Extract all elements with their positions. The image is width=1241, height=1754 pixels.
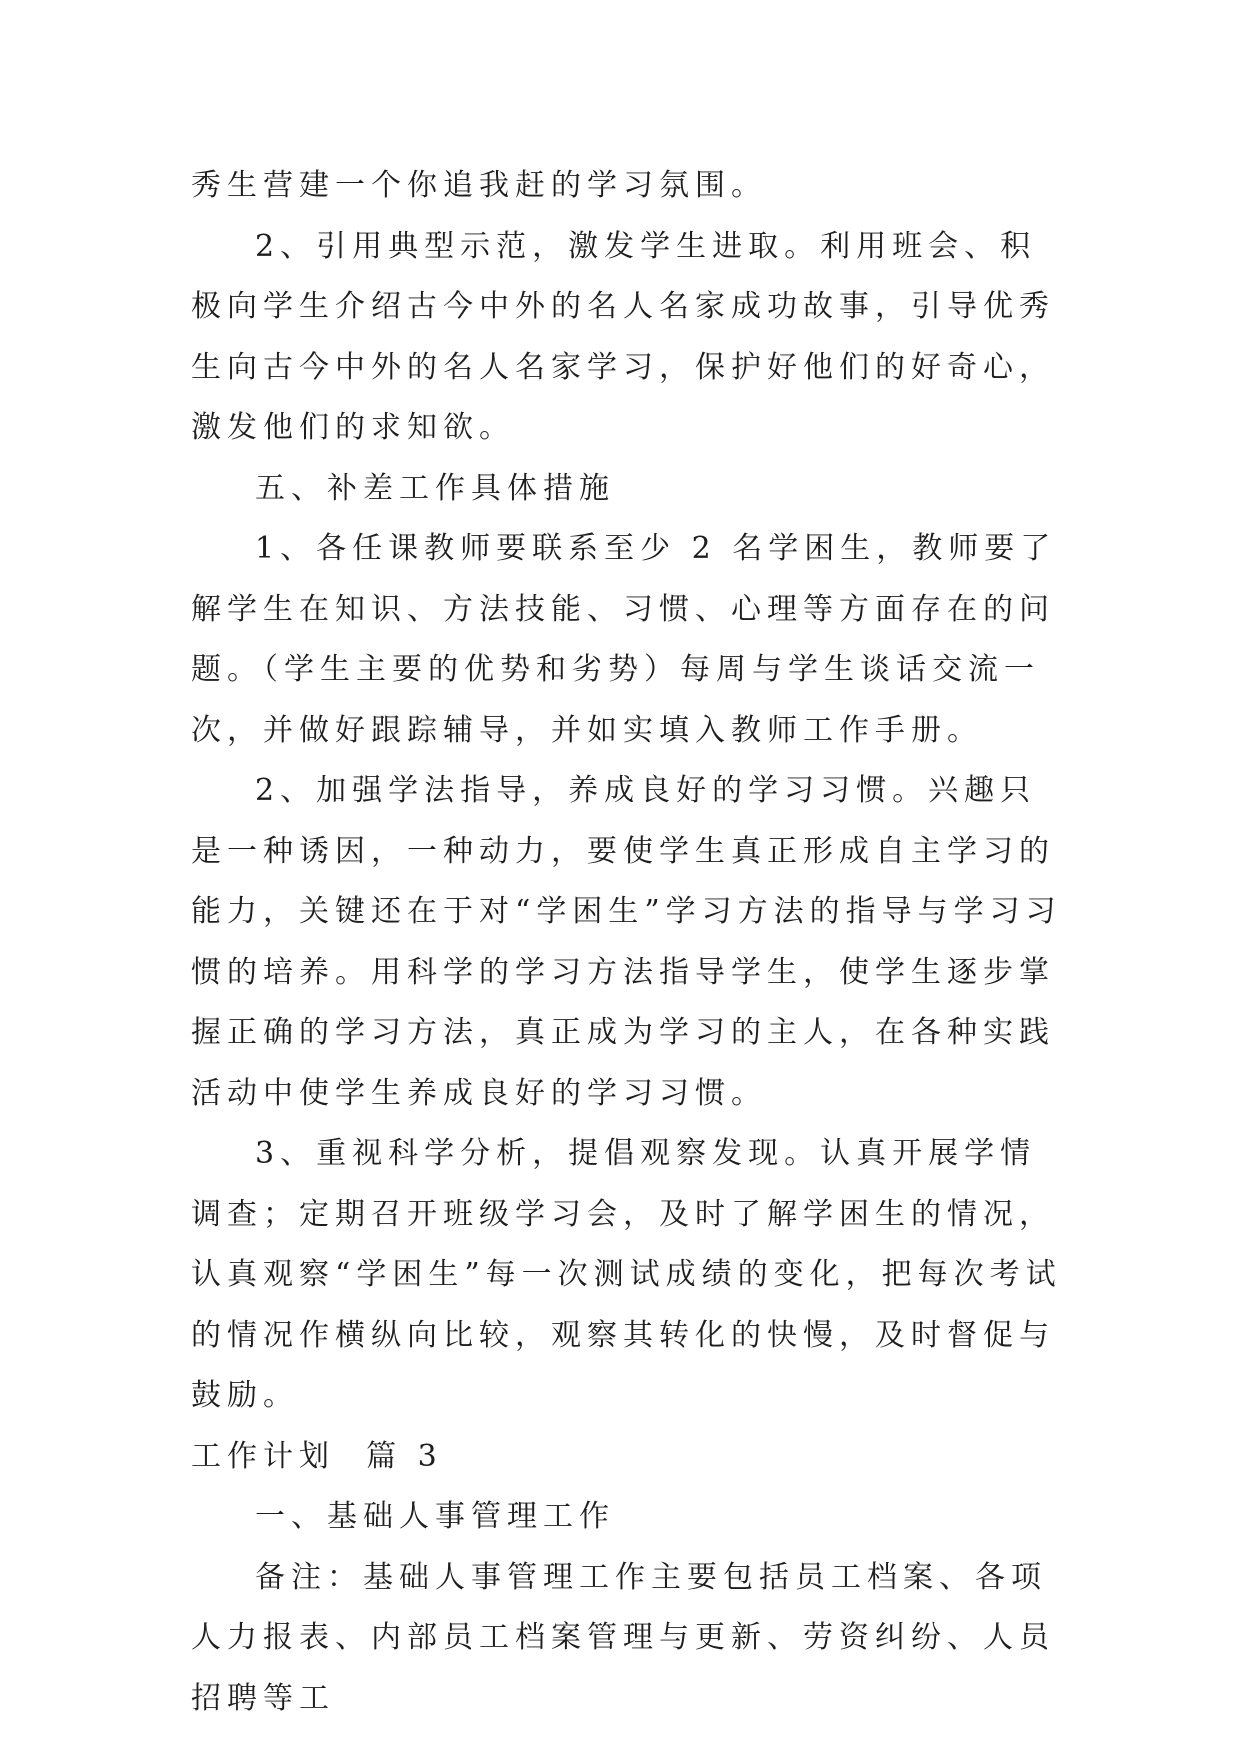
paragraph-1: 秀生营建一个你追我赶的学习氛围。 [191,168,767,203]
paragraph-4: 2、加强学法指导，养成良好的学习习惯。兴趣只是一种诱因，一种动力，要使学生真正形成自主学习的能力，关键还在于对“学困生”学习方法的指导与学习习惯的培养。用科学的学习方法指导学生，使学生逐步掌握正确的学习方法，真正成为学习的主人，在各种实践活动中使学生养成良好的学习习惯。 [191,773,1062,1111]
paragraph-2: 2、引用典型示范，激发学生进取。利用班会、积极向学生介绍古今中外的名人名家成功故事，引导优秀生向古今中外的名人名家学习，保护好他们的好奇心，激发他们的求知欲。 [191,228,1055,445]
section-heading-remedial: 五、补差工作具体措施 [255,470,615,506]
document-body [191,156,1071,1729]
section-title-plan-3: 工作计划 篇 3 [191,1438,443,1474]
paragraph-3: 1、各任课教师要联系至少 2 名学困生，教师要了解学生在知识、方法技能、习惯、心理等方面存在的问题。（学生主要的优势和劣势）每周与学生谈话交流一次，并做好跟踪辅导，并如实填入教师工作手册。 [191,531,1057,748]
paragraph-6: 备注：基础人事管理工作主要包括员工档案、各项人力报表、内部员工档案管理与更新、劳资纠纷、人员招聘等工 [191,1559,1055,1716]
paragraph-5: 3、重视科学分析，提倡观察发现。认真开展学情调查；定期召开班级学习会，及时了解学困生的情况，认真观察“学困生”每一次测试成绩的变化，把每次考试的情况作横纵向比较，观察其转化的快慢，及时督促与鼓励。 [191,1136,1062,1413]
section-heading-hr-basics: 一、基础人事管理工作 [255,1499,615,1534]
